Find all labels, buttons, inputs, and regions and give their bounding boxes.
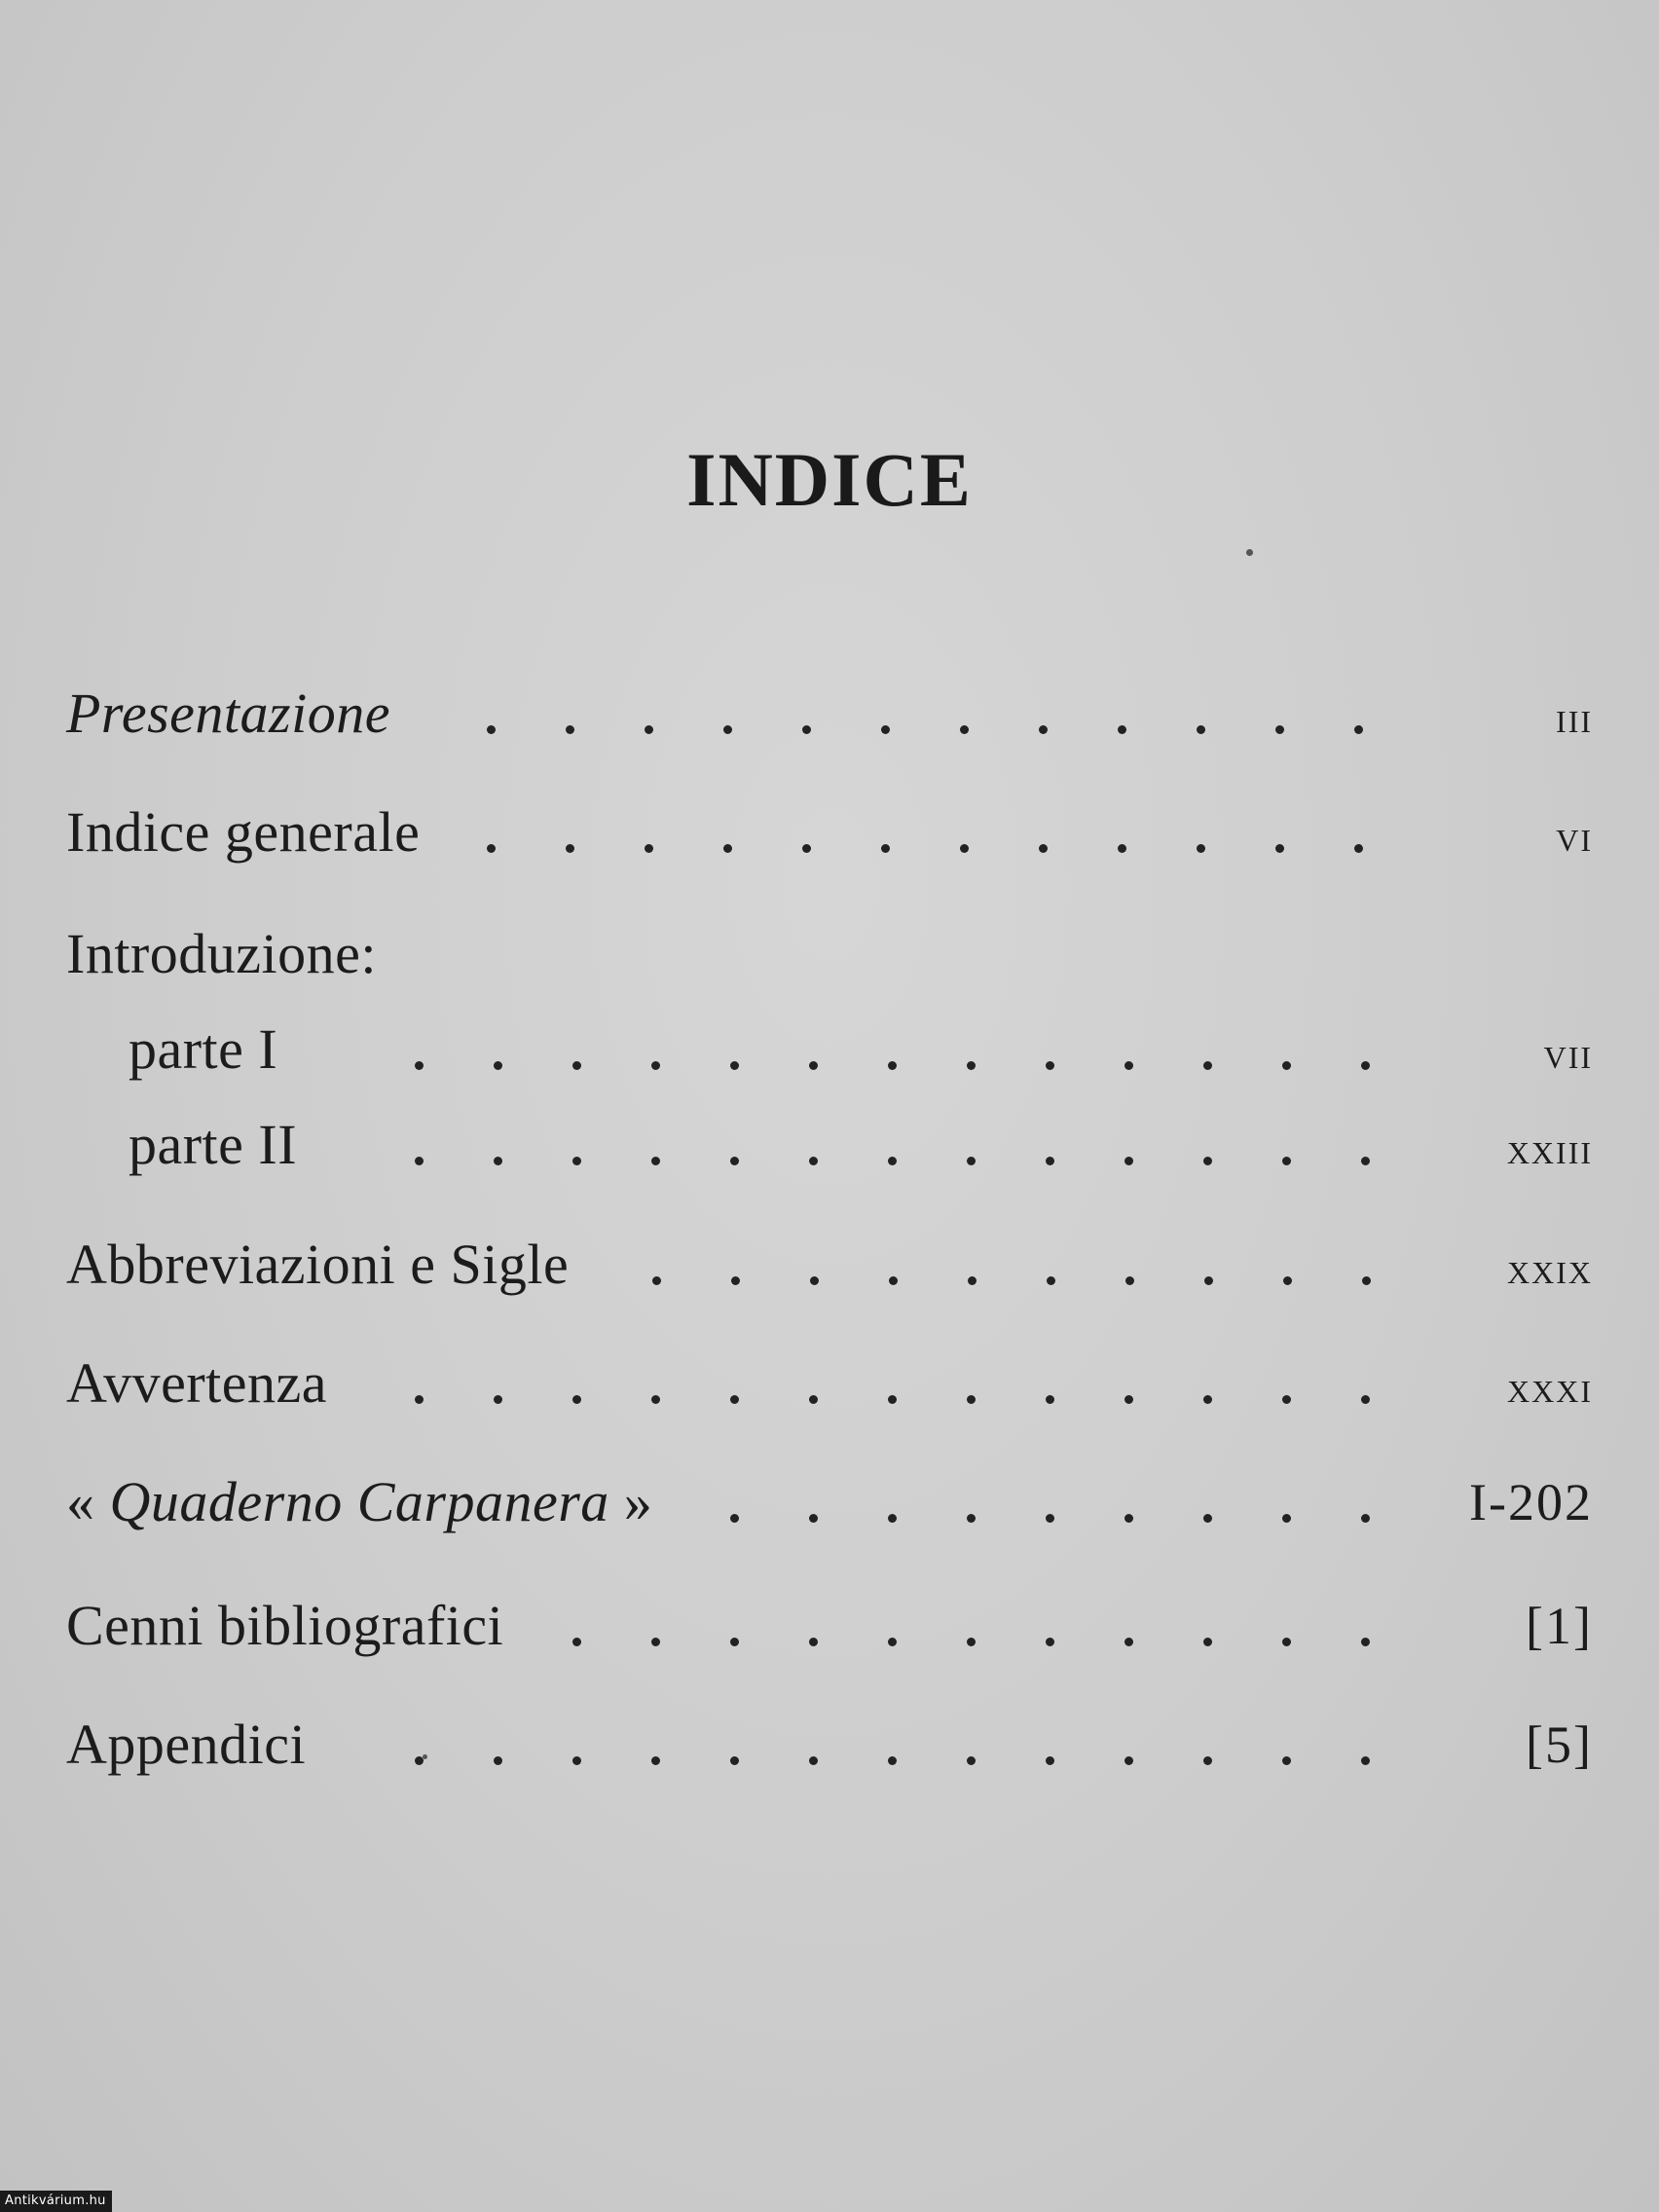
leader-dot	[1124, 1514, 1133, 1523]
leader-dot	[1283, 1276, 1292, 1285]
leader-dot	[1354, 844, 1363, 853]
leader-dot	[1282, 1514, 1291, 1523]
leader-dot	[723, 725, 732, 734]
leader-dot	[1124, 1157, 1133, 1165]
watermark: Antikvárium.hu	[0, 2191, 112, 2212]
leader-dot	[651, 1638, 660, 1646]
toc-label: parte II	[129, 1113, 298, 1176]
leader-dots	[0, 1587, 1659, 1665]
leader-dot	[888, 1638, 897, 1646]
leader-dots	[0, 1226, 1659, 1304]
toc-page-number: xxxi	[1507, 1362, 1593, 1412]
leader-dot	[1039, 844, 1048, 853]
toc-label: Appendici	[66, 1713, 307, 1776]
toc-page-number: [5]	[1526, 1715, 1593, 1774]
toc-page-number: xxix	[1507, 1243, 1593, 1293]
toc-label: Presentazione	[66, 682, 390, 745]
leader-dot	[888, 1756, 897, 1765]
leader-dot	[888, 1395, 897, 1404]
leader-dot	[651, 1061, 660, 1070]
toc-entry-parte-1	[0, 1011, 1659, 1088]
toc-entry-presentazione	[0, 675, 1659, 753]
leader-dot	[1361, 1638, 1370, 1646]
leader-dot	[651, 1395, 660, 1404]
leader-dot	[1046, 1638, 1054, 1646]
toc-entry-avvertenza	[0, 1345, 1659, 1422]
leader-dot	[888, 1061, 897, 1070]
leader-dot	[415, 1157, 424, 1165]
leader-dot	[1361, 1395, 1370, 1404]
leader-dot	[572, 1061, 581, 1070]
leader-dot	[1046, 1514, 1054, 1523]
leader-dot	[888, 1157, 897, 1165]
toc-page-number: iii	[1556, 692, 1593, 742]
leader-dot	[1124, 1638, 1133, 1646]
leader-dot	[730, 1157, 739, 1165]
leader-dot	[730, 1638, 739, 1646]
leader-dot	[1046, 1395, 1054, 1404]
toc-entry-indice-generale	[0, 793, 1659, 871]
leader-dot	[1039, 725, 1048, 734]
leader-dot	[1282, 1157, 1291, 1165]
toc-label: parte I	[129, 1017, 278, 1081]
leader-dot	[810, 1276, 819, 1285]
toc-entry-cenni-bibliografici	[0, 1587, 1659, 1665]
leader-dot	[1203, 1061, 1212, 1070]
leader-dot	[967, 1395, 976, 1404]
leader-dot	[1203, 1514, 1212, 1523]
leader-dot	[809, 1061, 818, 1070]
leader-dot	[566, 844, 574, 853]
leader-dot	[1282, 1638, 1291, 1646]
leader-dot	[415, 1395, 424, 1404]
toc-entry-appendici	[0, 1706, 1659, 1784]
leader-dot	[1197, 725, 1205, 734]
leader-dot	[1046, 1157, 1054, 1165]
leader-dot	[652, 1276, 661, 1285]
leader-dot	[731, 1276, 740, 1285]
toc-entry-abbreviazioni	[0, 1226, 1659, 1304]
leader-dots	[0, 793, 1659, 871]
leader-dots	[0, 1463, 1659, 1541]
leader-dots	[0, 1106, 1659, 1184]
leader-dot	[730, 1395, 739, 1404]
leader-dot	[1118, 844, 1126, 853]
leader-dot	[651, 1157, 660, 1165]
leader-dot	[809, 1157, 818, 1165]
leader-dot	[960, 844, 969, 853]
toc-label: Introduzione:	[66, 922, 377, 985]
leader-dots	[0, 1706, 1659, 1784]
leader-dot	[723, 844, 732, 853]
leader-dot	[566, 725, 574, 734]
leader-dot	[960, 725, 969, 734]
paper-speck	[1246, 549, 1253, 556]
leader-dot	[1124, 1756, 1133, 1765]
leader-dot	[494, 1395, 502, 1404]
leader-dot	[1124, 1061, 1133, 1070]
leader-dots	[0, 1345, 1659, 1422]
toc-page-number: [1]	[1526, 1597, 1593, 1655]
leader-dot	[967, 1157, 976, 1165]
leader-dot	[1118, 725, 1126, 734]
leader-dot	[645, 844, 653, 853]
leader-dot	[889, 1276, 898, 1285]
leader-dot	[1124, 1395, 1133, 1404]
leader-dot	[809, 1638, 818, 1646]
leader-dot	[1362, 1276, 1371, 1285]
leader-dot	[881, 844, 890, 853]
leader-dot	[1047, 1276, 1055, 1285]
leader-dot	[1282, 1061, 1291, 1070]
leader-dot	[415, 1061, 424, 1070]
leader-dot	[1361, 1061, 1370, 1070]
leader-dot	[809, 1395, 818, 1404]
leader-dot	[487, 844, 496, 853]
leader-dot	[572, 1756, 581, 1765]
toc-entry-quaderno-carpanera	[0, 1463, 1659, 1541]
leader-dot	[967, 1638, 976, 1646]
leader-dot	[487, 725, 496, 734]
leader-dots	[0, 675, 1659, 753]
toc-page-number: I-202	[1469, 1473, 1593, 1531]
leader-dot	[967, 1061, 976, 1070]
toc-label: Cenni bibliografici	[66, 1594, 504, 1657]
leader-dot	[809, 1756, 818, 1765]
leader-dot	[967, 1514, 976, 1523]
leader-dot	[494, 1157, 502, 1165]
leader-dot	[1203, 1638, 1212, 1646]
leader-dot	[1203, 1395, 1212, 1404]
leader-dot	[1361, 1514, 1370, 1523]
leader-dot	[968, 1276, 977, 1285]
toc-page-number: vii	[1543, 1028, 1593, 1078]
leader-dot	[730, 1514, 739, 1523]
leader-dot	[1203, 1756, 1212, 1765]
leader-dot	[1282, 1395, 1291, 1404]
leader-dot	[1354, 725, 1363, 734]
leader-dot	[1361, 1157, 1370, 1165]
leader-dot	[881, 725, 890, 734]
leader-dot	[967, 1756, 976, 1765]
toc-label: Indice generale	[66, 800, 421, 864]
leader-dot	[802, 725, 811, 734]
leader-dot	[1361, 1756, 1370, 1765]
leader-dot	[651, 1756, 660, 1765]
leader-dot	[809, 1514, 818, 1523]
toc-label: Avvertenza	[66, 1351, 327, 1415]
leader-dot	[494, 1061, 502, 1070]
leader-dot	[1275, 725, 1284, 734]
leader-dot	[730, 1061, 739, 1070]
leader-dots	[0, 1011, 1659, 1088]
leader-dot	[572, 1638, 581, 1646]
leader-dot	[888, 1514, 897, 1523]
paper-speck	[423, 1754, 427, 1759]
leader-dot	[1282, 1756, 1291, 1765]
leader-dot	[572, 1157, 581, 1165]
leader-dot	[1197, 844, 1205, 853]
leader-dot	[1203, 1157, 1212, 1165]
toc-page-number: vi	[1556, 811, 1593, 861]
toc-label: « Quaderno Carpanera »	[66, 1470, 653, 1533]
leader-dot	[1204, 1276, 1213, 1285]
page-title: INDICE	[686, 437, 973, 522]
leader-dot	[1046, 1756, 1054, 1765]
leader-dot	[645, 725, 653, 734]
leader-dot	[730, 1756, 739, 1765]
toc-page-number: xxiii	[1506, 1124, 1593, 1173]
toc-label: Abbreviazioni e Sigle	[66, 1233, 570, 1296]
leader-dot	[572, 1395, 581, 1404]
leader-dot	[1046, 1061, 1054, 1070]
leader-dot	[802, 844, 811, 853]
toc-entry-introduzione	[0, 915, 1659, 993]
toc-entry-parte-2	[0, 1106, 1659, 1184]
leader-dot	[1125, 1276, 1134, 1285]
leader-dot	[1275, 844, 1284, 853]
leader-dot	[494, 1756, 502, 1765]
